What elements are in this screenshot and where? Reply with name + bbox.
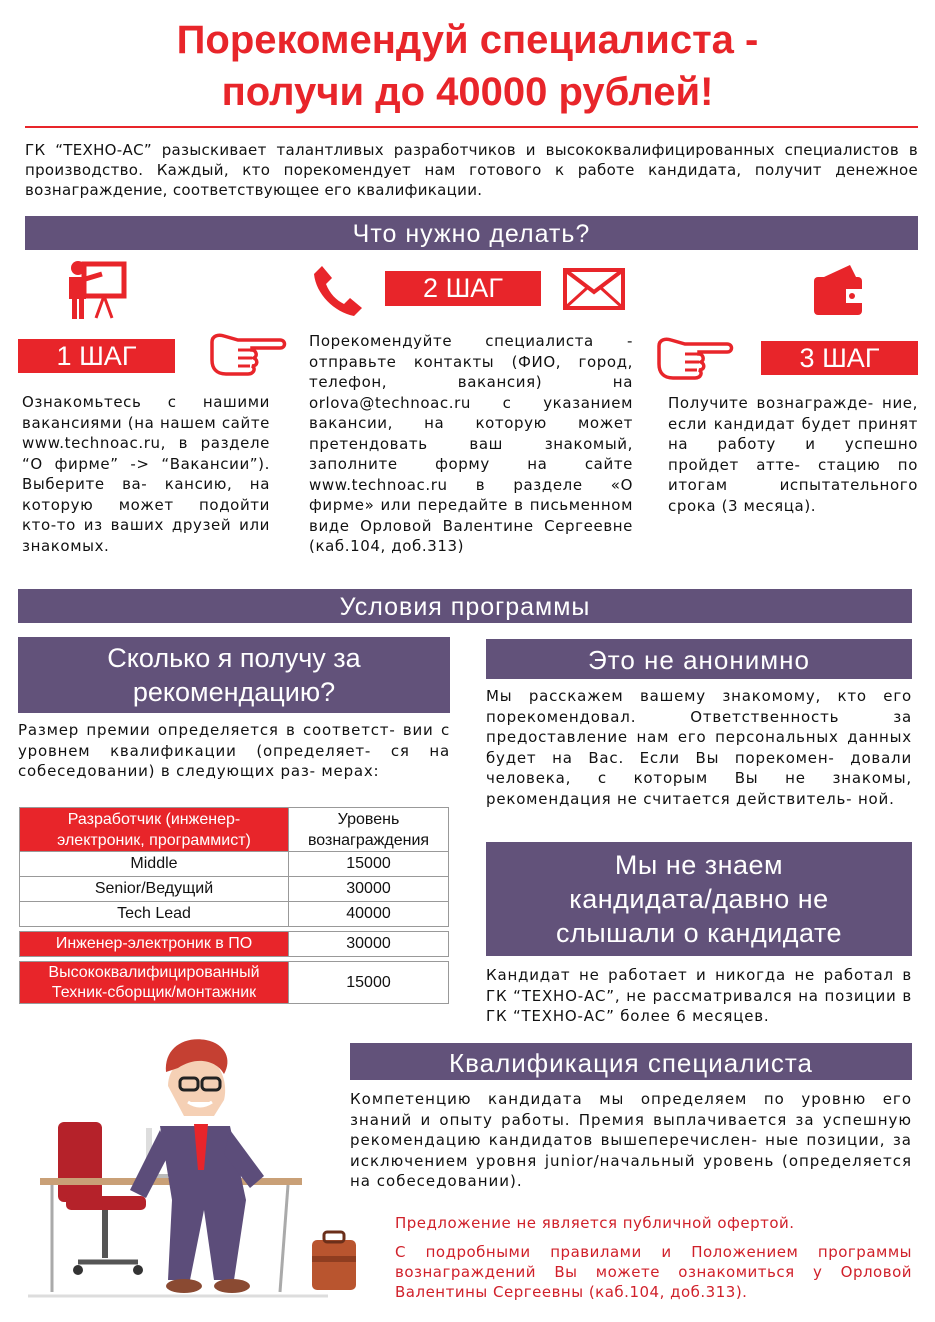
wallet-icon xyxy=(810,263,866,319)
step-3-badge: 3 ШАГ xyxy=(761,341,918,375)
table-cell-reward: 40000 xyxy=(289,902,449,927)
qualification-text: Компетенцию кандидата мы определяем по уровню его знаний и опыту работы. Премия выплачивается за успешную рекомендацию кандидатов вышеперечислен- ные позиции, за исключением уровня junior/начальный уровень (определяется на собеседовании). xyxy=(350,1090,912,1190)
footer-disclaimer: Предложение не является публичной офертой. xyxy=(395,1214,795,1232)
step-3-text: Получите вознагражде- ние, если кандидат будет принят на работу и успешно пройдет атте- стацию по итогам испытательного срока (3 месяца). xyxy=(668,394,918,515)
not-anonymous-text: Мы расскажем вашему знакомому, кто его порекомендовал. Ответственность за предоставление нам его персональных данных будет на Вас. Если Вы порекомен- довали человека, с которым Вы не знакомы, рекомендация не считается действитель- ной. xyxy=(486,687,912,808)
unknown-heading-line1: Мы не знаем xyxy=(614,850,784,880)
table-cell-reward: 15000 xyxy=(289,962,449,1004)
presentation-icon xyxy=(66,258,128,322)
table-cell-role-line1: Высококвалифицированный xyxy=(48,963,260,981)
section-bar-conditions: Условия программы xyxy=(18,589,912,623)
table-row xyxy=(20,877,449,902)
unknown-candidate-text: Кандидат не работает и никогда не работал в ГК “ТЕХНО-АС”, не рассматривался на позиции в ГК “ТЕХНО-АС” более 6 месяцев. xyxy=(486,966,912,1025)
table-row xyxy=(20,962,449,1004)
reward-table-software xyxy=(19,931,449,957)
table-cell-role xyxy=(20,962,289,1004)
section-bar-what-to-do: Что нужно делать? xyxy=(25,216,918,250)
not-anonymous-heading: Это не анонимно xyxy=(486,639,912,679)
step-2-text: Порекомендуйте специалиста - отправьте контакты (ФИО, город, телефон, вакансия) на orlova@technoac.ru с указанием вакансии, на которую может претендовать ваш знакомый, заполните форму на сайте www.technoac.ru в разделе «О фирме» или передайте в письменном виде Орловой Валентине Сергеевне (каб.104, доб.313) xyxy=(309,332,633,555)
unknown-heading-line2: кандидата/давно не xyxy=(569,884,829,914)
table-cell-role: Tech Lead xyxy=(20,902,289,927)
table-header-reward-line2: вознаграждения xyxy=(307,831,430,849)
title-divider xyxy=(25,126,918,128)
page-title-line2: получи до 40000 рублей! xyxy=(221,70,714,114)
table-header-role-line2: электроник, программист) xyxy=(57,831,251,849)
table-header-reward xyxy=(289,808,449,852)
table-header-role xyxy=(20,808,289,852)
table-cell-reward: 30000 xyxy=(289,932,449,957)
page-title-line1: Порекомендуй специалиста - xyxy=(176,18,759,62)
table-row xyxy=(20,852,449,877)
how-much-heading-line2: рекомендацию? xyxy=(132,677,336,707)
step-1-text: Ознакомьтесь с нашими вакансиями (на нашем сайте www.technoac.ru, в разделе “О фирме” -> “Вакансии”). Выберите ва- кансию, на которую может подойти кто-то из ваших друзей или знакомых. xyxy=(22,393,270,555)
table-row xyxy=(20,932,449,957)
qualification-heading: Квалификация специалиста xyxy=(350,1043,912,1080)
table-header-role-line1: Разработчик (инженер- xyxy=(67,810,241,828)
table-cell-reward: 15000 xyxy=(289,852,449,877)
table-cell-role: Middle xyxy=(20,852,289,877)
footer-rules: С подробными правилами и Положением программы вознаграждений Вы можете ознакомиться у Орловой Валентины Сергеевны (каб.104, доб.313). xyxy=(395,1243,912,1301)
step-1-badge: 1 ШАГ xyxy=(18,339,175,373)
step-2-badge: 2 ШАГ xyxy=(385,271,541,306)
how-much-text: Размер премии определяется в соответст- вии с уровнем квалификации (определяет- ся на собеседовании) в следующих раз- мерах: xyxy=(18,721,450,780)
table-cell-role: Senior/Ведущий xyxy=(20,877,289,902)
phone-icon xyxy=(312,262,364,316)
table-cell-role: Инженер-электроник в ПО xyxy=(20,932,289,957)
unknown-candidate-heading xyxy=(486,842,912,956)
table-cell-role-line2: Техник-сборщик/монтажник xyxy=(51,983,257,1001)
pointing-hand-icon xyxy=(208,328,288,378)
reward-table-tech xyxy=(19,961,449,1004)
envelope-icon xyxy=(563,268,625,310)
reward-table xyxy=(19,807,449,927)
table-header-row xyxy=(20,808,449,852)
table-cell-reward: 30000 xyxy=(289,877,449,902)
table-row xyxy=(20,902,449,927)
how-much-heading-line1: Сколько я получу за xyxy=(107,643,361,673)
businessman-illustration xyxy=(18,1030,358,1310)
intro-text: ГК “ТЕХНО-АС” разыскивает талантливых разработчиков и высококвалифицированных специалистов в производство. Каждый, кто порекомендует нам готового к работе кандидата, получит денежное вознаграждение, соответствующее его квалификации. xyxy=(25,141,918,199)
unknown-heading-line3: слышали о кандидате xyxy=(555,918,843,948)
pointing-hand-icon xyxy=(655,332,735,382)
table-header-reward-line1: Уровень xyxy=(337,810,400,828)
how-much-heading xyxy=(18,637,450,713)
